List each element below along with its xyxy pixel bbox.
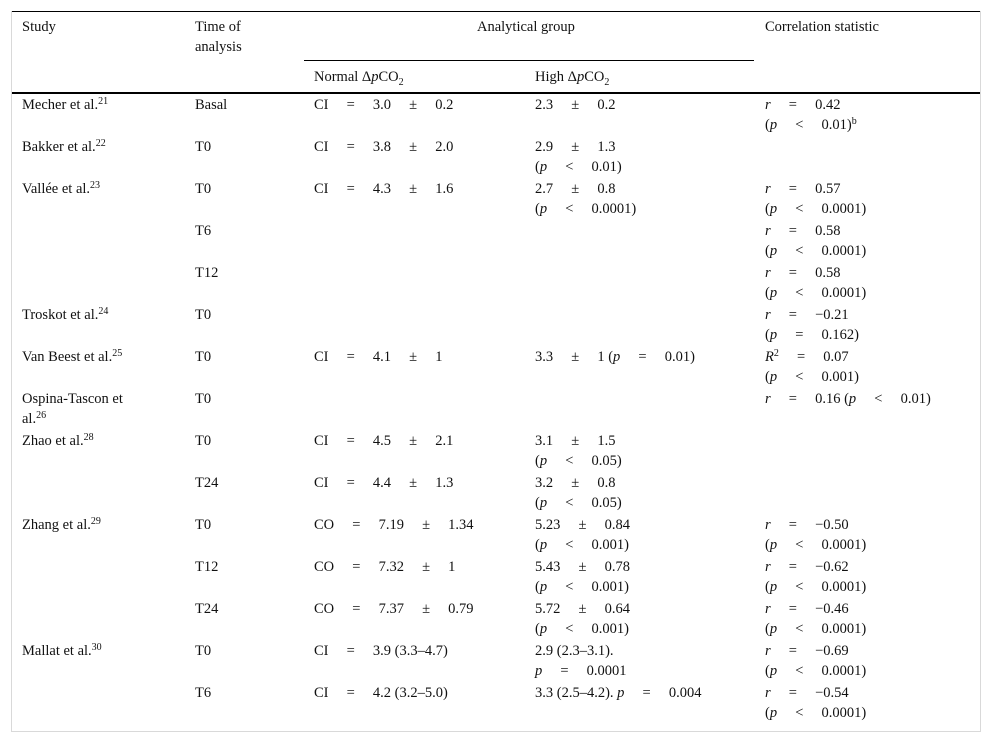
footnote-marker: b	[851, 116, 857, 127]
p-symbol: p	[769, 537, 778, 553]
stat-symbol: r	[765, 97, 771, 113]
p-symbol: p	[769, 117, 778, 133]
time-of-analysis: T0	[195, 517, 212, 533]
paren: (	[535, 453, 540, 469]
correlation-value	[765, 683, 849, 703]
stat-symbol: r	[765, 391, 771, 407]
study-name	[22, 515, 101, 535]
correlation-text: = 0.16 (	[770, 391, 849, 407]
pvalue-text: < 0.001)	[547, 621, 629, 637]
correlation-value	[765, 347, 849, 367]
correlation-pvalue	[765, 535, 866, 555]
correlation-value	[765, 95, 840, 115]
correlation-value	[765, 557, 849, 577]
group-header-rule	[304, 60, 754, 61]
pvalue-text: < 0.0001)	[777, 705, 867, 721]
header-analytical-group: Analytical group	[477, 19, 575, 35]
study-name	[22, 389, 123, 409]
correlation-value	[765, 641, 849, 661]
p-symbol: p	[539, 495, 548, 511]
paren: (	[765, 705, 770, 721]
stat-symbol: r	[765, 307, 771, 323]
high-value-text: 2.9 ± 1.3	[535, 139, 616, 155]
high-group-pvalue	[535, 493, 622, 513]
p-symbol: p	[539, 579, 548, 595]
p-symbol: p	[769, 327, 778, 343]
study-label: Van Beest et al.	[22, 349, 113, 365]
high-value-text: 5.72 ± 0.64	[535, 601, 630, 617]
normal-group-value: CI = 3.9 (3.3–4.7)	[314, 643, 448, 659]
normal-group-value: CI = 4.4 ± 1.3	[314, 475, 454, 491]
time-of-analysis: T0	[195, 307, 212, 323]
stat-symbol: R	[765, 349, 774, 365]
high-group-pvalue	[535, 535, 629, 555]
paren: (	[535, 159, 540, 175]
high-group-pvalue	[535, 157, 622, 177]
high-group-value	[535, 95, 615, 115]
paren: (	[535, 537, 540, 553]
header-bottom-rule	[12, 92, 980, 94]
high-value-text: 2.9 (2.3–3.1).	[535, 643, 614, 659]
pvalue-text: < 0.01)	[547, 159, 622, 175]
high-value-text: 3.3 (2.5–4.2).	[535, 685, 618, 701]
correlation-value	[765, 599, 849, 619]
superscript: 2	[773, 348, 779, 359]
correlation-pvalue	[765, 367, 859, 387]
p-symbol: p	[769, 201, 778, 217]
study-label: Bakker et al.	[22, 139, 96, 155]
pvalue-text: < 0.0001)	[777, 285, 867, 301]
high-value-text: = 0.01)	[620, 349, 695, 365]
study-label: Mecher et al.	[22, 97, 99, 113]
study-label: Vallée et al.	[22, 181, 91, 197]
time-of-analysis: T24	[195, 601, 219, 617]
p-symbol: p	[539, 453, 548, 469]
high-group-pvalue	[535, 661, 627, 681]
study-name	[22, 431, 94, 451]
p-symbol: p	[769, 705, 778, 721]
reference-number: 25	[112, 348, 123, 359]
normal-group-value: CI = 4.2 (3.2–5.0)	[314, 685, 448, 701]
high-group-value	[535, 641, 614, 661]
header-correlation: Correlation statistic	[765, 19, 879, 35]
reference-number: 29	[90, 516, 101, 527]
header-normal-dpco2: Normal ΔpCO$_2$	[314, 69, 404, 88]
high-value-text: 3.3 ± 1 (	[535, 349, 614, 365]
header-high-dpco2: High ΔpCO$_2$	[535, 69, 610, 88]
header-time-line2: analysis	[195, 39, 242, 55]
high-value-text: 2.3 ± 0.2	[535, 97, 616, 113]
high-value-text: 3.2 ± 0.8	[535, 475, 616, 491]
pvalue-text: < 0.001)	[777, 369, 859, 385]
correlation-text: = 0.42	[770, 97, 841, 113]
correlation-pvalue	[765, 619, 866, 639]
stat-symbol: r	[765, 559, 771, 575]
correlation-pvalue	[765, 241, 866, 261]
p-symbol: p	[769, 243, 778, 259]
p-symbol: p	[613, 349, 621, 365]
study-label: Mallat et al.	[22, 643, 92, 659]
pvalue-text: < 0.0001)	[777, 663, 867, 679]
correlation-pvalue	[765, 577, 866, 597]
p-symbol: p	[539, 201, 548, 217]
correlation-pvalue	[765, 325, 859, 345]
data-table	[11, 11, 981, 732]
reference-number: 26	[36, 410, 47, 421]
p-symbol: p	[617, 685, 625, 701]
time-of-analysis: T6	[195, 223, 212, 239]
paren: (	[765, 537, 770, 553]
high-group-pvalue	[535, 577, 629, 597]
pvalue-text: < 0.0001)	[777, 201, 867, 217]
reference-number: 23	[90, 180, 101, 191]
study-label: Troskot et al.	[22, 307, 99, 323]
correlation-value	[765, 221, 840, 241]
high-group-value	[535, 137, 615, 157]
study-label: al.	[22, 411, 37, 427]
correlation-pvalue	[765, 661, 866, 681]
p-symbol: p	[539, 537, 548, 553]
study-name-line2	[22, 409, 46, 429]
time-of-analysis: T6	[195, 685, 212, 701]
correlation-text: = −0.50	[770, 517, 849, 533]
paren: (	[535, 579, 540, 595]
p-symbol: p	[539, 621, 548, 637]
study-name	[22, 347, 122, 367]
p-symbol: p	[769, 663, 778, 679]
paren: (	[765, 243, 770, 259]
study-label: Zhang et al.	[22, 517, 91, 533]
study-label: Ospina-Tascon et	[22, 391, 123, 407]
normal-group-value: CI = 4.1 ± 1	[314, 349, 443, 365]
pvalue-text: < 0.05)	[547, 495, 622, 511]
correlation-text: < 0.01)	[856, 391, 931, 407]
normal-group-value: CI = 4.3 ± 1.6	[314, 181, 454, 197]
time-of-analysis: T0	[195, 643, 212, 659]
header-time-line1: Time of	[195, 19, 241, 35]
correlation-text: = 0.07	[778, 349, 849, 365]
high-group-value	[535, 599, 630, 619]
study-name	[22, 95, 108, 115]
correlation-pvalue	[765, 283, 866, 303]
stat-symbol: r	[765, 265, 771, 281]
high-value-text: 5.23 ± 0.84	[535, 517, 630, 533]
time-of-analysis: T12	[195, 559, 219, 575]
p-symbol: p	[535, 663, 543, 679]
correlation-text: = −0.46	[770, 601, 849, 617]
reference-number: 24	[98, 306, 109, 317]
high-value-text: 5.43 ± 0.78	[535, 559, 630, 575]
study-name	[22, 179, 100, 199]
paren: (	[765, 201, 770, 217]
p-symbol: p	[848, 391, 857, 407]
normal-group-value: CI = 4.5 ± 2.1	[314, 433, 454, 449]
high-group-pvalue	[535, 619, 629, 639]
paren: (	[765, 579, 770, 595]
time-of-analysis: T0	[195, 433, 212, 449]
stat-symbol: r	[765, 181, 771, 197]
normal-group-value: CO = 7.19 ± 1.34	[314, 517, 474, 533]
reference-number: 28	[83, 432, 94, 443]
high-group-value	[535, 515, 630, 535]
high-group-value	[535, 557, 630, 577]
paren: (	[765, 663, 770, 679]
paren: (	[765, 285, 770, 301]
time-of-analysis: T12	[195, 265, 219, 281]
correlation-text: = −0.21	[770, 307, 849, 323]
pvalue-text: < 0.01)	[777, 117, 852, 133]
correlation-text: = −0.54	[770, 685, 849, 701]
correlation-text: = −0.62	[770, 559, 849, 575]
high-group-pvalue	[535, 451, 622, 471]
pvalue-text: < 0.001)	[547, 579, 629, 595]
correlation-value	[765, 305, 849, 325]
header-study: Study	[22, 19, 56, 35]
reference-number: 21	[98, 96, 109, 107]
normal-group-value: CI = 3.8 ± 2.0	[314, 139, 454, 155]
time-of-analysis: T0	[195, 391, 212, 407]
correlation-value	[765, 515, 849, 535]
high-group-value	[535, 683, 701, 703]
table-top-rule	[12, 11, 980, 12]
time-of-analysis: T0	[195, 349, 212, 365]
correlation-text: = 0.58	[770, 223, 841, 239]
pvalue-text: = 0.0001	[542, 663, 627, 679]
paren: (	[535, 621, 540, 637]
stat-symbol: r	[765, 685, 771, 701]
normal-group-value: CI = 3.0 ± 0.2	[314, 97, 454, 113]
pvalue-text: < 0.0001)	[547, 201, 637, 217]
stat-symbol: r	[765, 643, 771, 659]
correlation-pvalue	[765, 199, 866, 219]
correlation-pvalue	[765, 115, 857, 135]
correlation-text: = 0.57	[770, 181, 841, 197]
p-symbol: p	[539, 159, 548, 175]
high-group-value	[535, 347, 695, 367]
study-name	[22, 137, 106, 157]
pvalue-text: < 0.0001)	[777, 579, 867, 595]
high-value-text: 2.7 ± 0.8	[535, 181, 616, 197]
correlation-text: = 0.58	[770, 265, 841, 281]
p-symbol: p	[769, 621, 778, 637]
time-of-analysis: T24	[195, 475, 219, 491]
high-group-value	[535, 473, 615, 493]
correlation-text: = −0.69	[770, 643, 849, 659]
correlation-pvalue	[765, 703, 866, 723]
stat-symbol: r	[765, 223, 771, 239]
paren: (	[765, 621, 770, 637]
time-of-analysis: T0	[195, 139, 212, 155]
paren: (	[765, 117, 770, 133]
high-group-value	[535, 431, 615, 451]
pvalue-text: < 0.0001)	[777, 537, 867, 553]
study-name	[22, 305, 108, 325]
paren: (	[535, 495, 540, 511]
p-symbol: p	[769, 369, 778, 385]
pvalue-text: < 0.05)	[547, 453, 622, 469]
pvalue-text: = 0.162)	[777, 327, 859, 343]
time-of-analysis: T0	[195, 181, 212, 197]
correlation-value	[765, 263, 840, 283]
paren: (	[765, 327, 770, 343]
study-name	[22, 641, 102, 661]
study-label: Zhao et al.	[22, 433, 84, 449]
pvalue-text: < 0.0001)	[777, 621, 867, 637]
high-group-pvalue	[535, 199, 636, 219]
p-symbol: p	[769, 579, 778, 595]
high-group-value	[535, 179, 615, 199]
normal-group-value: CO = 7.37 ± 0.79	[314, 601, 474, 617]
pvalue-text: < 0.0001)	[777, 243, 867, 259]
high-value-text: 3.1 ± 1.5	[535, 433, 616, 449]
p-symbol: p	[769, 285, 778, 301]
normal-group-value: CO = 7.32 ± 1	[314, 559, 456, 575]
reference-number: 22	[95, 138, 106, 149]
correlation-value	[765, 179, 840, 199]
reference-number: 30	[91, 642, 102, 653]
paren: (	[765, 369, 770, 385]
high-value-text: = 0.004	[624, 685, 702, 701]
paren: (	[535, 201, 540, 217]
stat-symbol: r	[765, 601, 771, 617]
time-of-analysis: Basal	[195, 97, 228, 113]
stat-symbol: r	[765, 517, 771, 533]
correlation-value	[765, 389, 931, 409]
pvalue-text: < 0.001)	[547, 537, 629, 553]
